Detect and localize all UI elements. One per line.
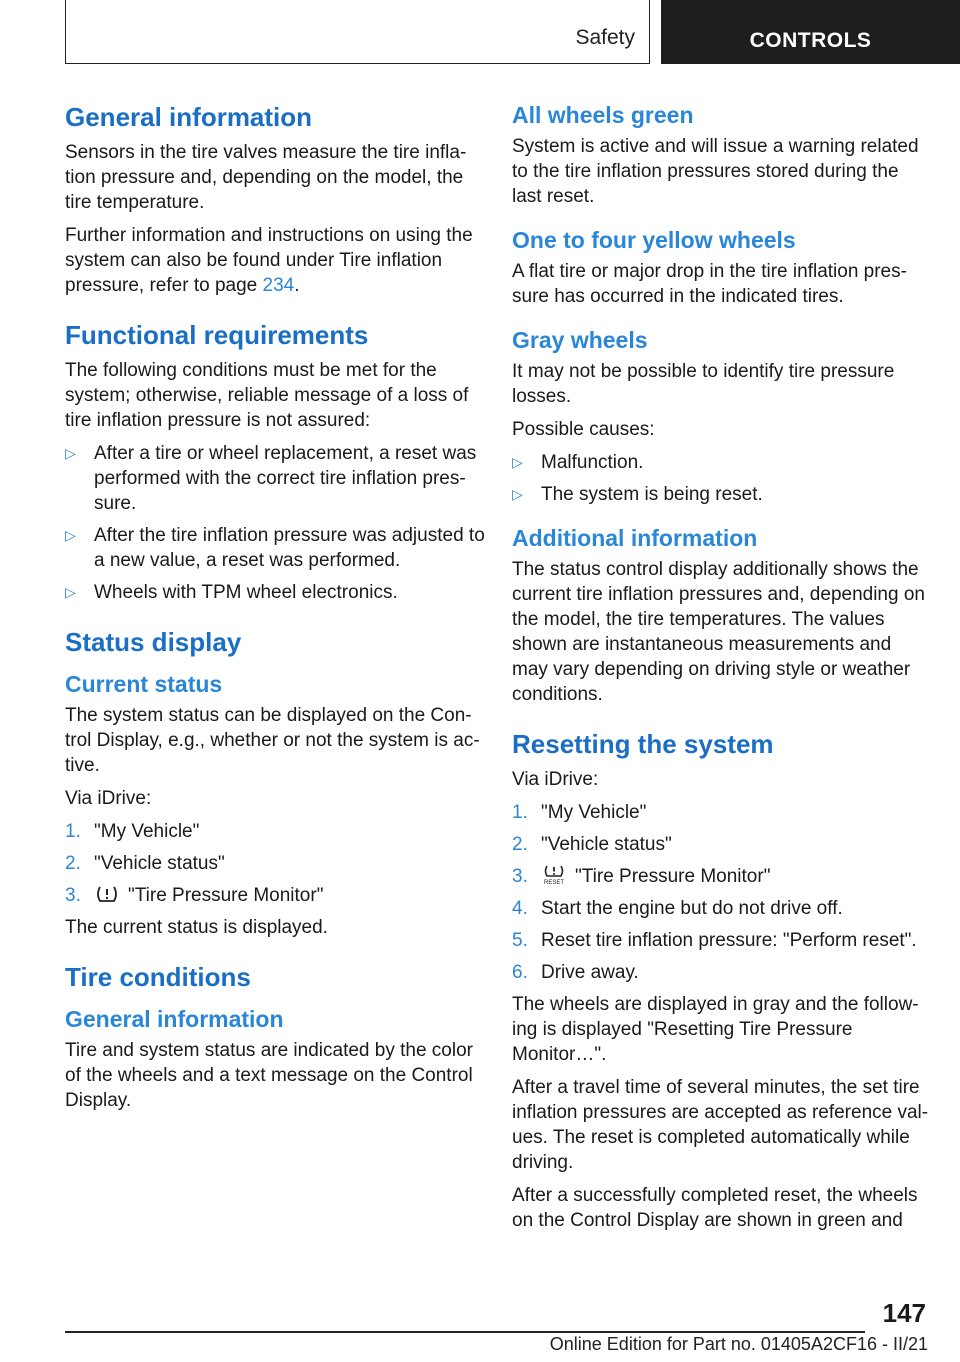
- heading-yellow-wheels: One to four yellow wheels: [512, 227, 796, 253]
- step-number: 1.: [512, 802, 528, 823]
- right-column: [512, 100, 932, 1241]
- page-number: 147: [882, 1298, 926, 1328]
- page-link-234[interactable]: 234: [262, 275, 295, 296]
- step-text: "My Vehicle": [541, 802, 647, 823]
- footer-edition: Online Edition for Part no. 01405A2CF16 - II/21: [549, 1334, 928, 1354]
- heading-resetting-system: Resetting the system: [512, 729, 774, 759]
- step-text: Reset tire inflation pressure: "Perform reset".: [541, 930, 917, 951]
- list-item: [65, 441, 485, 516]
- heading-gray-wheels: Gray wheels: [512, 327, 648, 353]
- step-text: Drive away.: [541, 962, 639, 983]
- header-frame: [65, 0, 650, 64]
- paragraph-current-status: The system status can be displayed on the Con-trol Display, e.g., whether or not the system is ac-tive.: [65, 705, 480, 776]
- step-number: 2.: [65, 853, 81, 874]
- list-item: [512, 896, 932, 921]
- list-item-text: After a tire or wheel replacement, a reset was performed with the correct tire inflation pres-sure.: [94, 443, 477, 514]
- paragraph-success: After a successfully completed reset, the wheels on the Control Display are shown in green and: [512, 1185, 918, 1231]
- footer-divider: [65, 1331, 865, 1333]
- heading-functional-requirements: Functional requirements: [65, 320, 369, 350]
- list-item-text: Wheels with TPM wheel electronics.: [94, 582, 398, 603]
- triangle-bullet-icon: ▷: [65, 584, 76, 600]
- list-item-text: Malfunction.: [541, 452, 644, 473]
- causes-list: [512, 450, 932, 507]
- step-number: 5.: [512, 930, 528, 951]
- heading-tire-conditions: Tire conditions: [65, 962, 251, 992]
- paragraph-general-2-end: .: [294, 275, 300, 296]
- paragraph-possible-causes: Possible causes:: [512, 419, 655, 440]
- heading-general-information-2: General information: [65, 1006, 284, 1032]
- paragraph-general-2: [65, 223, 485, 298]
- paragraph-travel-time: After a travel time of several minutes, the set tire inflation pressures are accepted as reference val-ues. The reset is completed automatically while driving.: [512, 1077, 929, 1173]
- tire-pressure-reset-icon: [541, 865, 567, 885]
- step-text: "Tire Pressure Monitor": [128, 885, 324, 906]
- paragraph-gray-display: The wheels are displayed in gray and the follow-ing is displayed "Resetting Tire Pressure Monitor…".: [512, 994, 919, 1065]
- heading-all-wheels-green: All wheels green: [512, 102, 694, 128]
- triangle-bullet-icon: ▷: [65, 527, 76, 543]
- triangle-bullet-icon: ▷: [512, 486, 523, 502]
- step-number: 3.: [512, 866, 528, 887]
- heading-current-status: Current status: [65, 671, 223, 697]
- list-item: [65, 819, 485, 844]
- step-text: "Vehicle status": [541, 834, 672, 855]
- left-column: [65, 100, 485, 1121]
- step-text: "Vehicle status": [94, 853, 225, 874]
- paragraph-functional: The following conditions must be met for the system; otherwise, reliable message of a loss of tire inflation pressure is not assured:: [65, 360, 469, 431]
- step-number: 6.: [512, 962, 528, 983]
- paragraph-green: System is active and will issue a warning related to the tire inflation pressures stored during the last reset.: [512, 136, 919, 207]
- paragraph-general-2-text: Further information and instructions on using the system can also be found under Tire inflation pressure, refer to page: [65, 225, 473, 296]
- step-number: 4.: [512, 898, 528, 919]
- list-item: [512, 832, 932, 857]
- step-text: "Tire Pressure Monitor": [575, 866, 771, 887]
- list-item: [65, 883, 485, 908]
- list-item: [512, 482, 932, 507]
- list-item: [512, 864, 932, 889]
- header-section-title: Safety: [575, 26, 635, 49]
- step-text: "My Vehicle": [94, 821, 200, 842]
- heading-status-display: Status display: [65, 627, 242, 657]
- list-item: [512, 928, 932, 953]
- paragraph-via-idrive: Via iDrive:: [65, 788, 152, 809]
- list-item: [65, 523, 485, 573]
- list-item: [512, 450, 932, 475]
- status-steps-list: [65, 819, 485, 908]
- paragraph-additional: The status control display additionally shows the current tire inflation pressures and, depending on the model, the tire temperatures. The values shown are instantaneous measurements and may vary depending on driving style or weather conditions.: [512, 559, 925, 705]
- reset-icon-label: RESET: [543, 880, 565, 885]
- step-number: 1.: [65, 821, 81, 842]
- step-number: 2.: [512, 834, 528, 855]
- list-item: [512, 960, 932, 985]
- paragraph-general-1: Sensors in the tire valves measure the tire infla-tion pressure and, depending on the model, the tire temperature.: [65, 142, 467, 213]
- tire-pressure-warning-icon: [94, 884, 120, 904]
- paragraph-gray: It may not be possible to identify tire pressure losses.: [512, 361, 895, 407]
- triangle-bullet-icon: ▷: [65, 445, 76, 461]
- paragraph-status-displayed: The current status is displayed.: [65, 917, 328, 938]
- functional-requirements-list: [65, 441, 485, 605]
- paragraph-general-2-info: Tire and system status are indicated by the color of the wheels and a text message on the Control Display.: [65, 1040, 473, 1111]
- list-item-text: The system is being reset.: [541, 484, 763, 505]
- reset-steps-list: [512, 800, 932, 985]
- list-item-text: After the tire inflation pressure was adjusted to a new value, a reset was performed.: [94, 525, 485, 571]
- heading-general-information: General information: [65, 102, 313, 132]
- list-item: [65, 580, 485, 605]
- step-text: Start the engine but do not drive off.: [541, 898, 843, 919]
- triangle-bullet-icon: ▷: [512, 454, 523, 470]
- paragraph-via-idrive-reset: Via iDrive:: [512, 769, 599, 790]
- heading-additional-information: Additional information: [512, 525, 758, 551]
- list-item: [65, 851, 485, 876]
- paragraph-yellow: A flat tire or major drop in the tire inflation pres-sure has occurred in the indicated tires.: [512, 261, 907, 307]
- step-number: 3.: [65, 885, 81, 906]
- header-chapter-tab: CONTROLS: [661, 0, 960, 64]
- list-item: [512, 800, 932, 825]
